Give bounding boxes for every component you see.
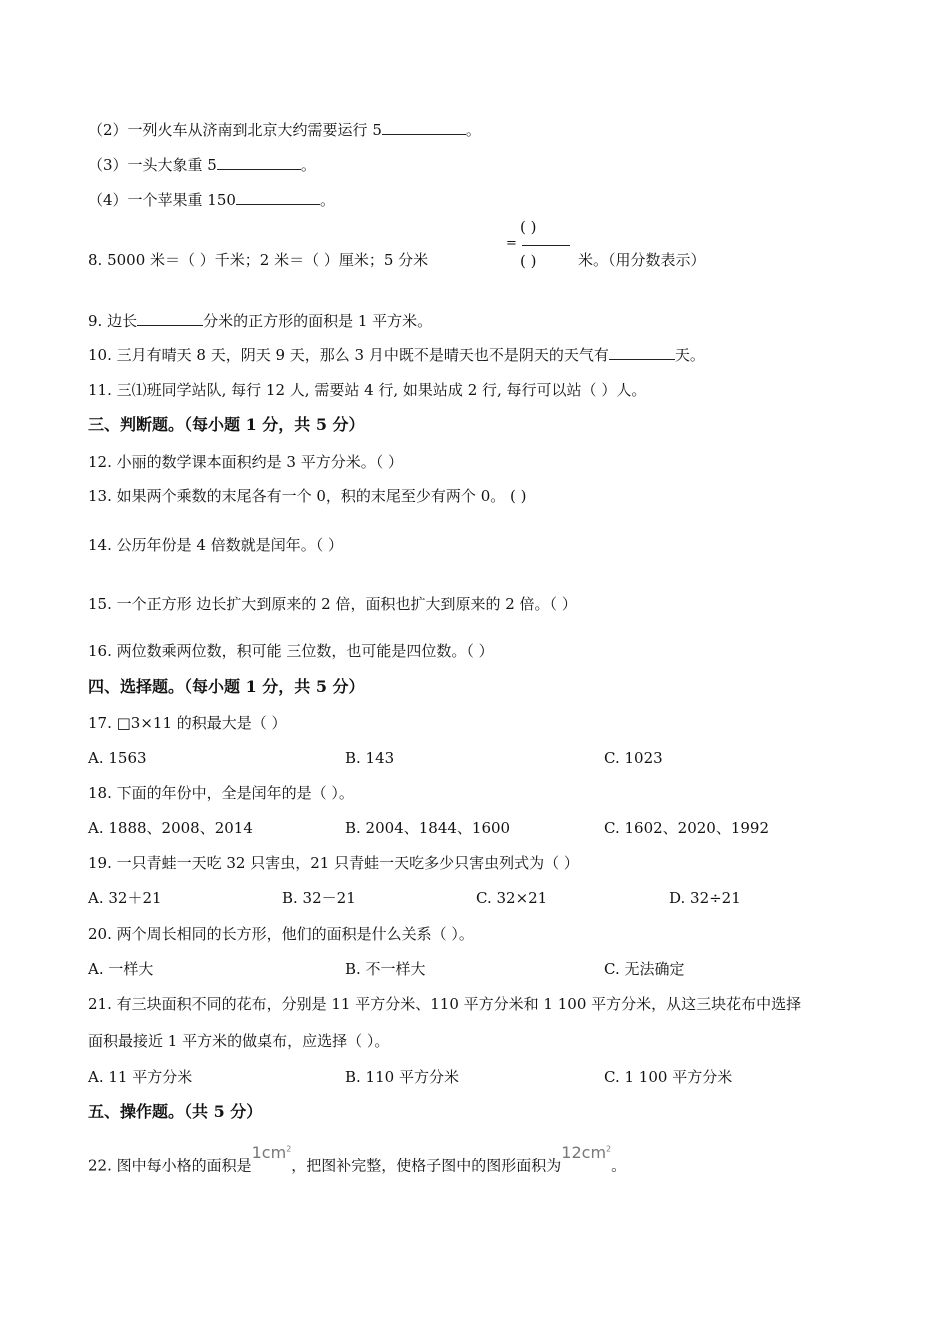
q21-option-b[interactable]: B. 110 平方分米 — [345, 1068, 459, 1086]
q20-option-b[interactable]: B. 不一样大 — [345, 960, 426, 978]
q19-option-c[interactable]: C. 32×21 — [476, 889, 548, 907]
q22-line: 22. 图中每小格的面积是$1cm^2$，把图补完整，使格子图中的图形面积为$12cm^2$。 — [88, 1143, 627, 1175]
q7-part2: （2）一列火车从济南到北京大约需要运行 5 。 — [88, 121, 481, 139]
q21-stem-line2: 面积最接近 1 平方米的做桌布，应选择（ ）。 — [88, 1032, 390, 1050]
q11-line: 11. 三⑴班同学站队, 每行 12 人, 需要站 4 行, 如果站成 2 行, 每行可以站（ ）人。 — [88, 381, 647, 399]
q12-line: 12. 小丽的数学课本面积约是 3 平方分米。（ ） — [88, 453, 403, 471]
q18-option-c[interactable]: C. 1602、2020、1992 — [604, 819, 770, 837]
q19-option-a[interactable]: A. 32＋21 — [88, 889, 162, 907]
unit-cm2: $12cm^2$ — [561, 1143, 612, 1163]
answer-blank[interactable] — [609, 345, 675, 360]
answer-blank[interactable] — [137, 311, 203, 326]
section-5-heading: 五、操作题。（共 5 分） — [88, 1102, 263, 1121]
q20-stem: 20. 两个周长相同的长方形，他们的面积是什么关系（ ）。 — [88, 925, 474, 943]
section-3-heading: 三、判断题。（每小题 1 分，共 5 分） — [88, 415, 365, 434]
answer-blank[interactable] — [217, 155, 301, 170]
q21-option-c[interactable]: C. 1 100 平方分米 — [604, 1068, 733, 1086]
fraction-denominator[interactable]: ( ) — [520, 252, 537, 270]
q8-line — [88, 250, 428, 270]
q19-stem: 19. 一只青蛙一天吃 32 只害虫，21 只青蛙一天吃多少只害虫列式为（ ） — [88, 854, 579, 872]
q20-option-c[interactable]: C. 无法确定 — [604, 960, 685, 978]
q7-part4: （4）一个苹果重 150 。 — [88, 191, 335, 209]
q19-option-d[interactable]: D. 32÷21 — [669, 889, 741, 907]
section-4-heading: 四、选择题。（每小题 1 分，共 5 分） — [88, 677, 365, 696]
q19-option-b[interactable]: B. 32－21 — [282, 889, 356, 907]
q8-tail: 米。（用分数表示） — [578, 251, 706, 269]
q8-fraction — [520, 218, 574, 276]
q8-equals: = — [506, 236, 517, 251]
q14-line: 14. 公历年份是 4 倍数就是闰年。（ ） — [88, 536, 343, 554]
q10-line: 10. 三月有晴天 8 天，阴天 9 天，那么 3 月中既不是晴天也不是阴天的天气有 天。 — [88, 346, 705, 364]
q21-option-a[interactable]: A. 11 平方分米 — [88, 1068, 193, 1086]
fraction-bar — [522, 245, 570, 246]
answer-blank[interactable] — [236, 190, 320, 205]
fraction-numerator[interactable]: ( ) — [520, 218, 537, 236]
q17-stem: 17. □3×11 的积最大是（ ） — [88, 714, 287, 732]
q18-option-b[interactable]: B. 2004、1844、1600 — [345, 819, 511, 837]
q17-option-a[interactable]: A. 1563 — [88, 749, 147, 767]
q21-stem-line1: 21. 有三块面积不同的花布，分别是 11 平方分米、110 平方分米和 1 100 平方分米，从这三块花布中选择 — [88, 995, 802, 1013]
q18-stem: 18. 下面的年份中，全是闰年的是（ ）。 — [88, 784, 354, 802]
q8-text: 8. 5000 米＝（ ）千米；2 米＝（ ）厘米；5 分米 — [88, 251, 429, 269]
q13-line: 13. 如果两个乘数的末尾各有一个 0，积的末尾至少有两个 0。 ( ) — [88, 487, 527, 505]
q9-line: 9. 边长 分米的正方形的面积是 1 平方米。 — [88, 312, 433, 330]
q20-option-a[interactable]: A. 一样大 — [88, 960, 154, 978]
q15-line: 15. 一个正方形 边长扩大到原来的 2 倍，面积也扩大到原来的 2 倍。（ ） — [88, 595, 577, 613]
q17-option-c[interactable]: C. 1023 — [604, 749, 663, 767]
answer-blank[interactable] — [382, 120, 466, 135]
q7-part3: （3）一头大象重 5 。 — [88, 156, 316, 174]
q16-line: 16. 两位数乘两位数，积可能 三位数，也可能是四位数。（ ） — [88, 642, 494, 660]
q17-option-b[interactable]: B. 143 — [345, 749, 395, 767]
unit-cm2: $1cm^2$ — [251, 1143, 292, 1163]
q18-option-a[interactable]: A. 1888、2008、2014 — [88, 819, 253, 837]
